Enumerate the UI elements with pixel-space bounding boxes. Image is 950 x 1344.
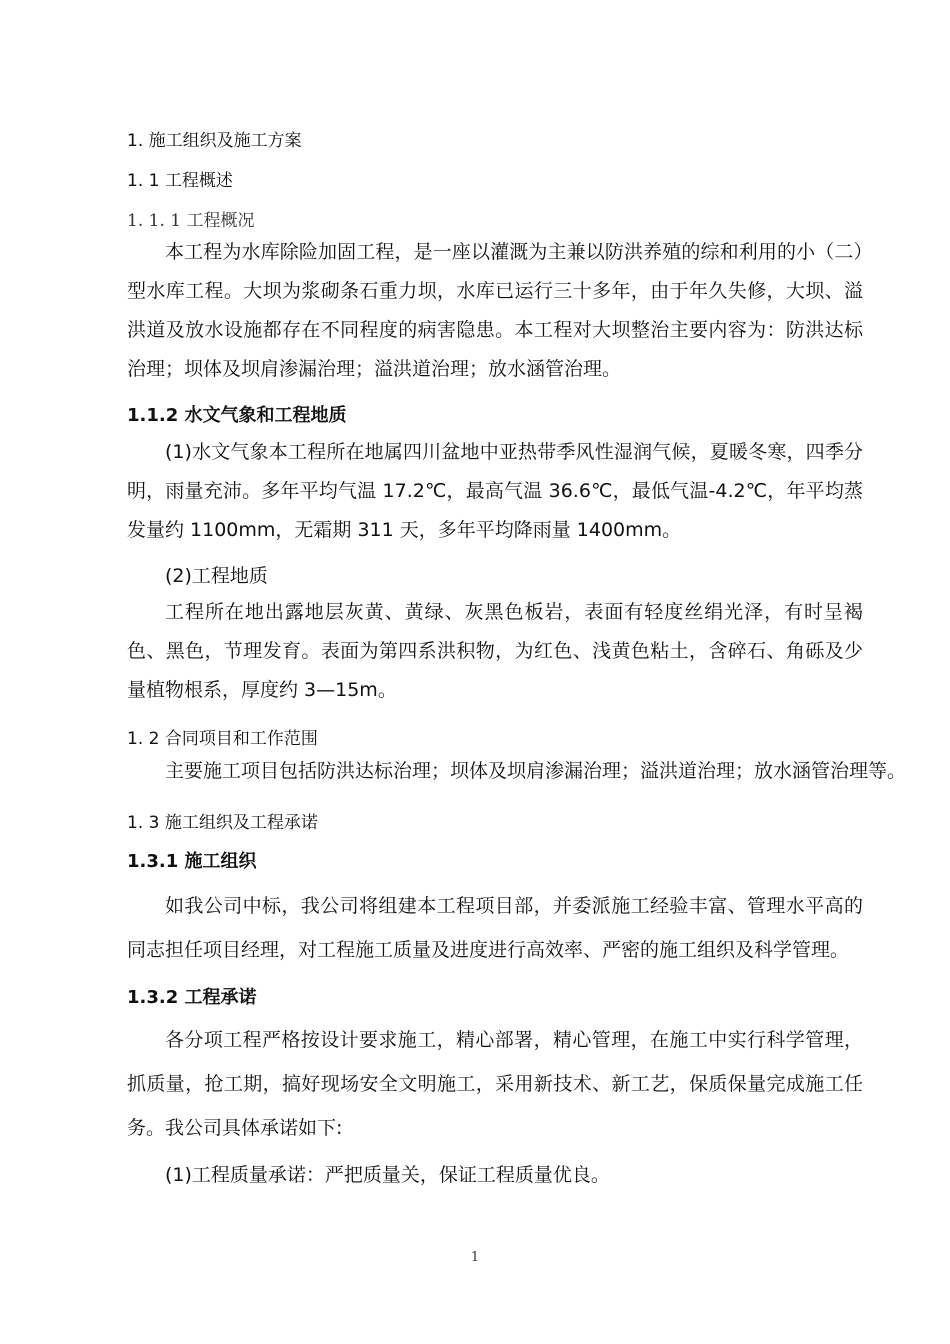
heading-1: 1. 施工组织及施工方案: [127, 131, 302, 151]
subheading-geology: (2)工程地质: [165, 565, 268, 587]
heading-1-1-2: 1.1.2 水文气象和工程地质: [127, 405, 347, 426]
paragraph-geology: 工程所在地出露地层灰黄、黄绿、灰黑色板岩，表面有轻度丝绢光泽，有时呈褐色、黑色，节理发育。表面为第四系洪积物，为红色、浅黄色粘土，含碎石、角砾及少量植物根系，厚度约 3—15m。: [127, 601, 863, 701]
heading-1-1-1: 1. 1. 1 工程概况: [127, 211, 255, 231]
paragraph-hydrology: (1)水文气象本工程所在地属四川盆地中亚热带季风性湿润气候，夏暖冬寒，四季分明，雨量充沛。多年平均气温 17.2℃，最高气温 36.6℃，最低气温-4.2℃，年平均蒸发量约 1100mm，无霜期 311 天，多年平均降雨量 1400mm。: [127, 441, 863, 541]
paragraph-quality-commitment: (1)工程质量承诺：严把质量关，保证工程质量优良。: [165, 1164, 610, 1186]
paragraph-project-overview: 本工程为水库除险加固工程，是一座以灌溉为主兼以防洪养殖的综和利用的小（二）型水库工程。大坝为浆砌条石重力坝，水库已运行三十多年，由于年久失修，大坝、溢洪道及放水设施都存在不同程度的病害隐患。本工程对大坝整治主要内容为：防洪达标治理；坝体及坝肩渗漏治理；溢洪道治理；放水涵管治理。: [127, 241, 863, 380]
heading-1-3: 1. 3 施工组织及工程承诺: [127, 813, 318, 833]
paragraph-construction-organization: 如我公司中标，我公司将组建本工程项目部，并委派施工经验丰富、管理水平高的同志担任项目经理，对工程施工质量及进度进行高效率、严密的施工组织及科学管理。: [127, 895, 863, 961]
heading-1-2: 1. 2 合同项目和工作范围: [127, 729, 318, 749]
page-number: 1: [470, 1250, 480, 1265]
heading-1-3-2: 1.3.2 工程承诺: [127, 987, 257, 1008]
heading-1-3-1: 1.3.1 施工组织: [127, 851, 257, 872]
paragraph-contract-scope: 主要施工项目包括防洪达标治理；坝体及坝肩渗漏治理；溢洪道治理；放水涵管治理等。: [165, 760, 907, 782]
heading-1-1: 1. 1 工程概述: [127, 171, 233, 191]
paragraph-project-commitment: 各分项工程严格按设计要求施工，精心部署，精心管理，在施工中实行科学管理，抓质量，抢工期，搞好现场安全文明施工，采用新技术、新工艺，保质保量完成施工任务。我公司具体承诺如下:: [127, 1029, 863, 1139]
